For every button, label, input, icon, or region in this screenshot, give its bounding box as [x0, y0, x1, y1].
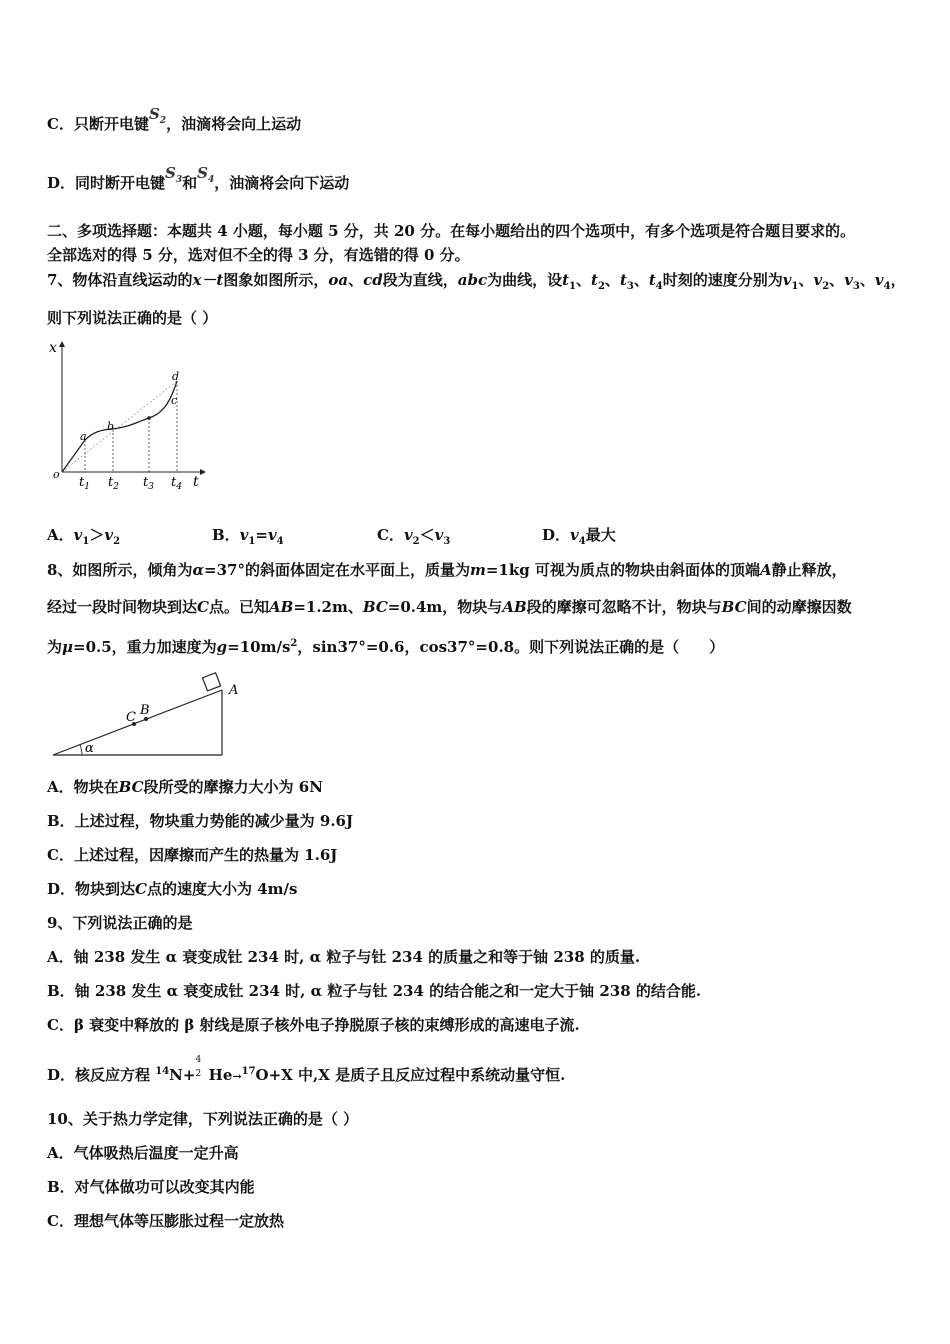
q10-option-a: A．气体吸热后温度一定升高	[47, 1144, 239, 1162]
q8-option-c: C．上述过程，因摩擦而产生的热量为 1.6J	[47, 846, 338, 864]
section2-heading-line2: 全部选对的得 5 分，选对但不全的得 3 分，有选错的得 0 分。	[47, 246, 470, 264]
s2-symbol: $S_2$	[148, 105, 167, 126]
angle-arc	[80, 745, 82, 755]
s4-symbol: $S_4$	[197, 164, 215, 185]
q10-stem: 10、关于热力学定律，下列说法正确的是（ ）	[47, 1110, 359, 1128]
q9-option-a: A．铀 238 发生 α 衰变成钍 234 时, α 粒子与钍 234 的质量之和等于铀 238 的质量.	[47, 948, 641, 966]
label-alpha: α	[85, 741, 94, 756]
q8-stem-line1: 8、如图所示，倾角为α=37°的斜面体固定在水平面上，质量为m=1kg 可视为质点的物块由斜面体的顶端A静止释放，	[47, 561, 847, 579]
q10-option-b: B．对气体做功可以改变其内能	[47, 1178, 255, 1196]
q7-option-c: C．$v_2<v_3$	[377, 526, 451, 547]
q6-option-c: C．只断开电键$S_2$，油滴将会向上运动	[47, 105, 302, 133]
q7-stem-line1: 7、物体沿直线运动的x－t图象如图所示，oa、cd段为直线，abc为曲线，设$t_1$、$t_2$、$t_3$、$t_4$时刻的速度分别为$v_1$、$v_2$、$v_3$、$v_4$，	[47, 271, 906, 292]
q8-option-b: B．上述过程，物块重力势能的减少量为 9.6J	[47, 812, 354, 830]
point-b: b	[107, 420, 115, 433]
point-a: a	[80, 430, 87, 443]
label-A: A	[229, 683, 239, 698]
tick-t1: $t_1$	[79, 475, 90, 492]
section2-heading-line1: 二、多项选择题：本题共 4 小题，每小题 5 分，共 20 分。在每小题给出的四个选项中，有多个选项是符合题目要求的。	[47, 222, 856, 240]
q7-stem-line2: 则下列说法正确的是（ ）	[47, 309, 218, 327]
point-c: c	[171, 394, 178, 407]
x-axis-label: t	[193, 474, 199, 490]
point-d: d	[172, 370, 180, 383]
q9-option-c: C．β 衰变中释放的 β 射线是原子核外电子挣脱原子核的束缚形成的高速电子流.	[47, 1016, 580, 1034]
label-B: B	[140, 703, 150, 718]
tick-t2: $t_2$	[108, 475, 119, 492]
y-axis-label: x	[49, 340, 57, 356]
q10-option-c: C．理想气体等压膨胀过程一定放热	[47, 1212, 284, 1230]
q7-option-d: D．$v_4$最大	[542, 526, 616, 547]
q8-stem-line3: 为μ=0.5，重力加速度为$g=10m/s^2$，sin37°=0.6，cos37°=0.8。则下列说法正确的是（ ）	[47, 638, 725, 656]
incline-surface	[53, 690, 222, 755]
tick-t4: $t_4$	[171, 475, 182, 492]
q8-stem-line2: 经过一段时间物块到达C点。已知AB=1.2m、BC=0.4m，物块与AB段的摩擦可忽略不计，物块与BC间的动摩擦因数	[47, 598, 852, 616]
tick-t3: $t_3$	[143, 475, 154, 492]
q8-incline-diagram	[50, 672, 250, 762]
q9-option-b: B．铀 238 发生 α 衰变成钍 234 时, α 粒子与钍 234 的结合能之和一定大于铀 238 的结合能.	[47, 982, 702, 1000]
q7-option-a: A．$v_1>v_2$	[47, 526, 121, 547]
s3-symbol: $S_3$	[165, 164, 183, 185]
q9-option-d: D．核反应方程 $^{14}$N+ 4 2 He→$^{17}$O+X 中,X 是质子且反应过程中系统动量守恒.	[47, 1055, 566, 1084]
q8-option-d: D．物块到达C点的速度大小为 4m/s	[47, 880, 298, 898]
origin-label: o	[53, 468, 60, 481]
q9-stem: 9、下列说法正确的是	[47, 914, 193, 932]
label-C: C	[126, 710, 136, 725]
q6-option-d: D．同时断开电键$S_3$和$S_4$，油滴将会向下运动	[47, 164, 350, 192]
q7-xt-graph	[45, 336, 215, 496]
q7-option-b: B．$v_1=v_4$	[212, 526, 284, 547]
q8-option-a: A．物块在BC段所受的摩擦力大小为 6N	[47, 778, 323, 796]
block	[203, 673, 221, 691]
